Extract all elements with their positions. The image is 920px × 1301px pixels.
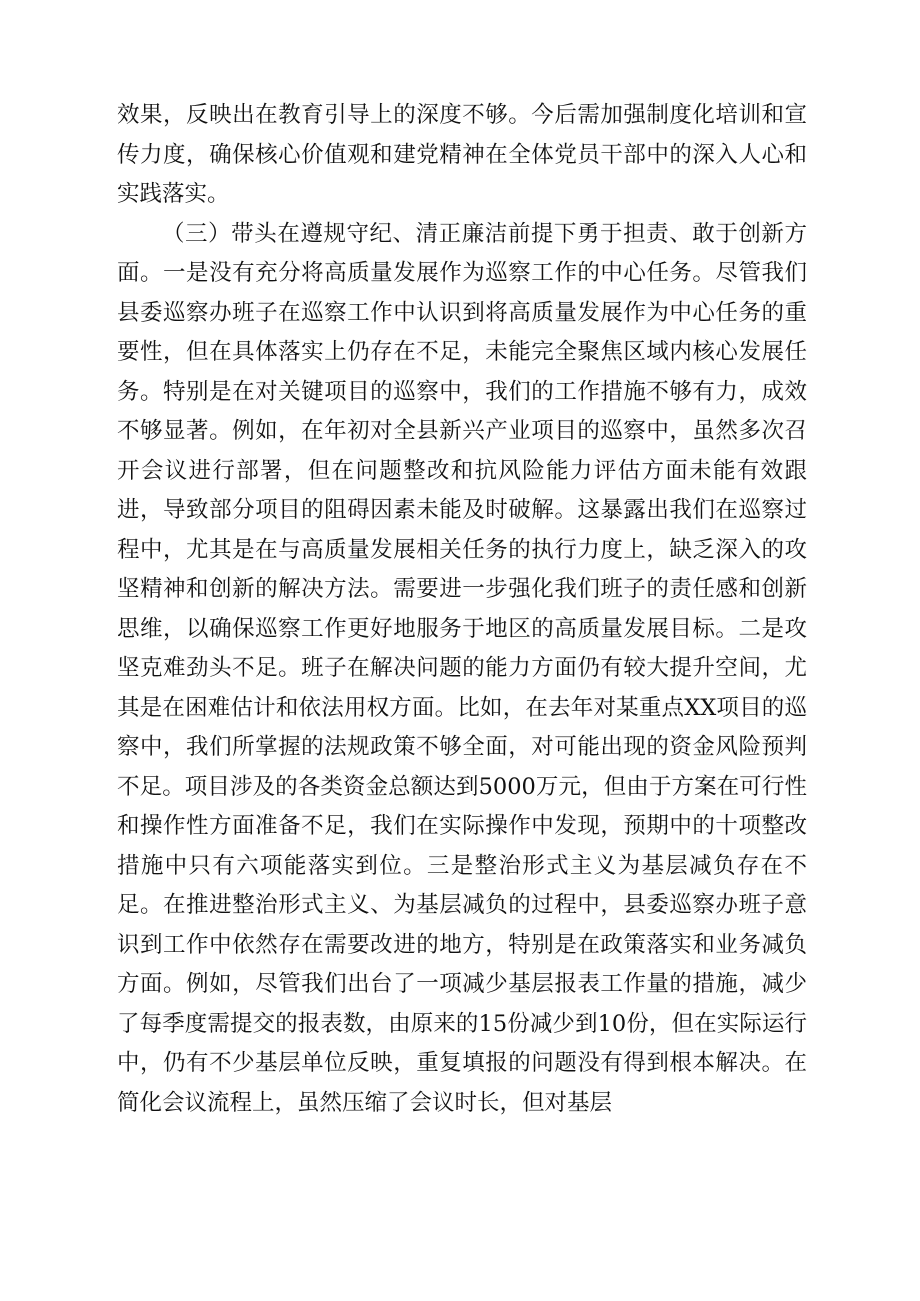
paragraph-section-three: （三）带头在遵规守纪、清正廉洁前提下勇于担责、敢于创新方面。一是没有充分将高质量发展作为巡察工作的中心任务。尽管我们县委巡察办班子在巡察工作中认识到将高质量发展作为中心任务的重要性，但在具体落实上仍存在不足，未能完全聚焦区域内核心发展任务。特别是在对关键项目的巡察中，我们的工作措施不够有力，成效不够显著。例如，在年初对全县新兴产业项目的巡察中，虽然多次召开会议进行部署，但在问题整改和抗风险能力评估方面未能有效跟进，导致部分项目的阻碍因素未能及时破解。这暴露出我们在巡察过程中，尤其是在与高质量发展相关任务的执行力度上，缺乏深入的攻坚精神和创新的解决方法。需要进一步强化我们班子的责任感和创新思维，以确保巡察工作更好地服务于地区的高质量发展目标。二是攻坚克难劲头不足。班子在解决问题的能力方面仍有较大提升空间，尤其是在困难估计和依法用权方面。比如，在去年对某重点XX项目的巡察中，我们所掌握的法规政策不够全面，对可能出现的资金风险预判不足。项目涉及的各类资金总额达到5000万元，但由于方案在可行性和操作性方面准备不足，我们在实际操作中发现，预期中的十项整改措施中只有六项能落实到位。三是整治形式主义为基层减负存在不足。在推进整治形式主义、为基层减负的过程中，县委巡察办班子意识到工作中依然存在需要改进的地方，特别是在政策落实和业务减负方面。例如，尽管我们出台了一项减少基层报表工作量的措施，减少了每季度需提交的报表数，由原来的15份减少到10份，但在实际运行中，仍有不少基层单位反映，重复填报的问题没有得到根本解决。在简化会议流程上，虽然压缩了会议时长，但对基层 — [117, 220, 807, 1116]
document-body — [117, 96, 807, 1123]
paragraph-continuation: 效果，反映出在教育引导上的深度不够。今后需加强制度化培训和宣传力度，确保核心价值观和建党精神在全体党员干部中的深入人心和实践落实。 — [117, 102, 807, 207]
